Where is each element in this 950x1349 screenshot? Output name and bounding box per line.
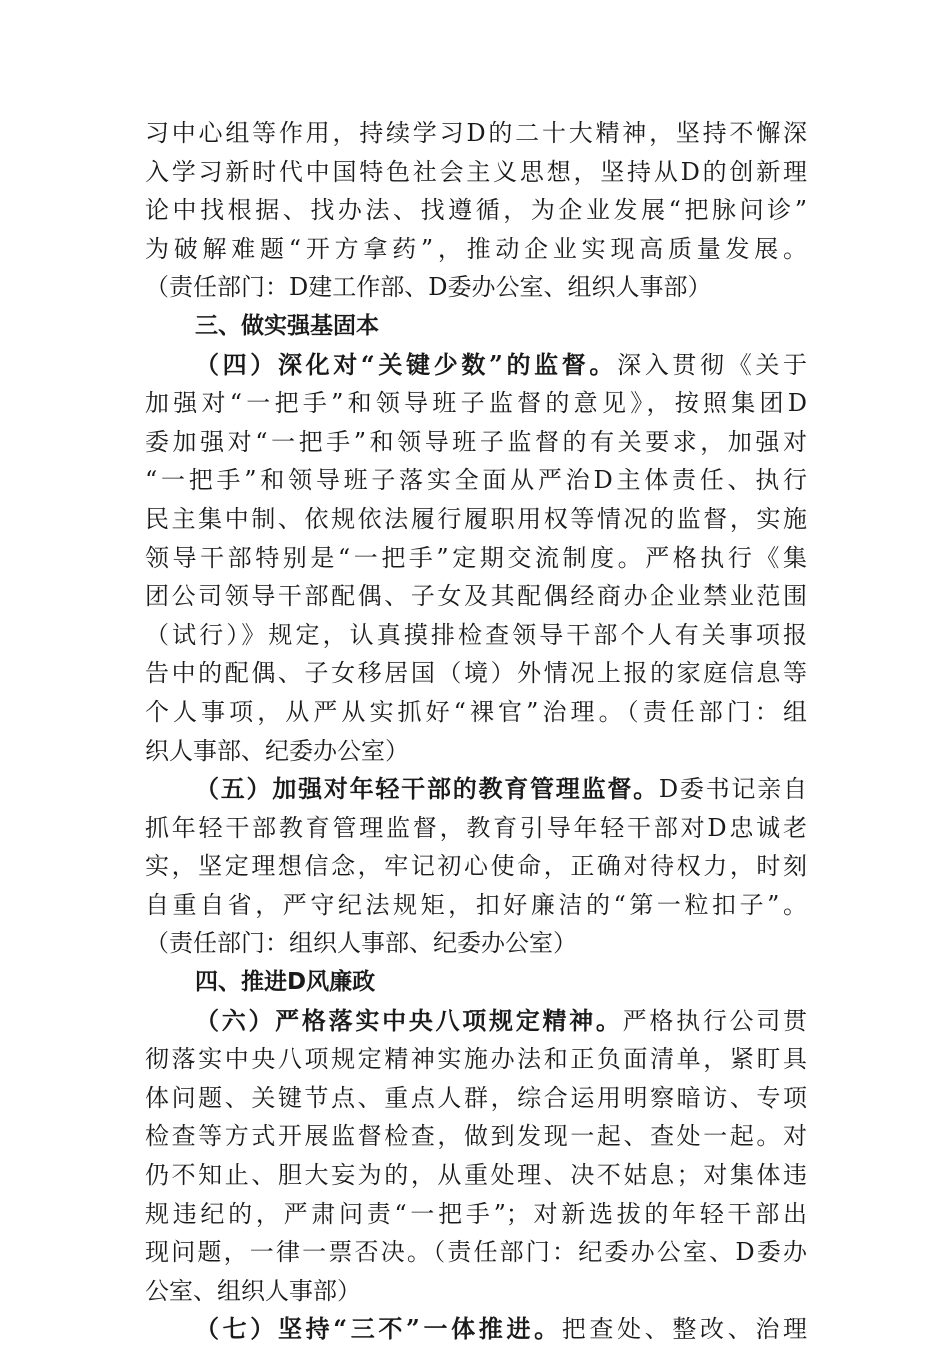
section-heading bbox=[145, 963, 807, 1002]
line-text: 体问题、关键节点、重点人群，综合运用明察暗访、专项 bbox=[145, 1083, 807, 1112]
paragraph-start bbox=[145, 346, 807, 385]
line-text: 公室、组织人事部） bbox=[145, 1276, 361, 1305]
text-line bbox=[145, 268, 807, 307]
line-text: 论中找根据、找办法、找遵循，为企业发展“把脉问诊” bbox=[145, 196, 807, 225]
text-line bbox=[145, 423, 807, 462]
text-line bbox=[145, 230, 807, 269]
line-text: 民主集中制、依规依法履行履职用权等情况的监督，实施 bbox=[145, 504, 807, 533]
text-line bbox=[145, 1156, 807, 1195]
line-text: 织人事部、纪委办公室） bbox=[145, 736, 409, 765]
line-text: “一把手”和领导班子落实全面从严治D主体责任、执行 bbox=[145, 466, 807, 495]
text-line bbox=[145, 654, 807, 693]
line-text: 告中的配偶、子女移居国（境）外情况上报的家庭信息等 bbox=[145, 659, 807, 688]
line-text: 团公司领导干部配偶、子女及其配偶经商办企业禁业范围 bbox=[145, 582, 807, 611]
text-line bbox=[145, 1233, 807, 1272]
paragraph-start bbox=[145, 1002, 807, 1041]
heading-text: 四、推进D风廉政 bbox=[195, 969, 376, 996]
text-line bbox=[145, 616, 807, 655]
paragraph-start bbox=[145, 1310, 807, 1349]
text-line bbox=[145, 500, 807, 539]
line-text: 抓年轻干部教育管理监督，教育引导年轻干部对D忠诚老 bbox=[145, 813, 807, 842]
item-title: （六）严格落实中央八项规定精神。 bbox=[195, 1005, 623, 1035]
text-line bbox=[145, 693, 807, 732]
text-line bbox=[145, 461, 807, 500]
text-line bbox=[145, 114, 807, 153]
text-line bbox=[145, 577, 807, 616]
text-line bbox=[145, 153, 807, 192]
line-text: （试行）》规定，认真摸排检查领导干部个人有关事项报 bbox=[145, 620, 807, 649]
text-line bbox=[145, 732, 807, 771]
line-text: 深入贯彻《关于 bbox=[617, 350, 808, 379]
line-text: 规违纪的，严肃问责“一把手”；对新选拔的年轻干部出 bbox=[145, 1199, 807, 1228]
line-text: 习中心组等作用，持续学习D的二十大精神，坚持不懈深 bbox=[145, 119, 807, 147]
heading-text: 三、做实强基固本 bbox=[195, 312, 379, 339]
line-text: 检查等方式开展监督检查，做到发现一起、查处一起。对 bbox=[145, 1122, 807, 1151]
line-text: 个人事项，从严从实抓好“裸官”治理。（责任部门：组 bbox=[145, 697, 807, 726]
text-line bbox=[145, 847, 807, 886]
text-line bbox=[145, 1195, 807, 1234]
text-line bbox=[145, 886, 807, 925]
line-text: （责任部门：组织人事部、纪委办公室） bbox=[145, 929, 577, 958]
item-title: （四）深化对“关键少数”的监督。 bbox=[195, 349, 618, 379]
section-heading bbox=[145, 307, 807, 346]
line-text: 加强对“一把手”和领导班子监督的意见》，按照集团D bbox=[145, 389, 807, 418]
text-line bbox=[145, 1079, 807, 1118]
line-text: 为破解难题“开方拿药”，推动企业实现高质量发展。 bbox=[145, 234, 807, 263]
document-page bbox=[145, 114, 807, 1349]
line-text: 自重自省，严守纪法规矩，扣好廉洁的“第一粒扣子”。 bbox=[145, 890, 807, 919]
line-text: 入学习新时代中国特色社会主义思想，坚持从D的创新理 bbox=[145, 157, 807, 186]
text-line bbox=[145, 1272, 807, 1311]
text-line bbox=[145, 539, 807, 578]
paragraph-start bbox=[145, 770, 807, 809]
line-text: 委加强对“一把手”和领导班子监督的有关要求，加强对 bbox=[145, 427, 807, 456]
item-title: （七）坚持“三不”一体推进。 bbox=[195, 1314, 562, 1344]
line-text: 彻落实中央八项规定精神实施办法和正负面清单，紧盯具 bbox=[145, 1045, 807, 1074]
text-line bbox=[145, 384, 807, 423]
text-line bbox=[145, 924, 807, 963]
line-text: 仍不知止、胆大妄为的，从重处理、决不姑息；对集体违 bbox=[145, 1161, 807, 1190]
line-text: （责任部门：D建工作部、D委办公室、组织人事部） bbox=[145, 273, 712, 302]
line-text: 现问题，一律一票否决。（责任部门：纪委办公室、D委办 bbox=[145, 1238, 807, 1267]
text-line bbox=[145, 191, 807, 230]
text-line bbox=[145, 1117, 807, 1156]
text-line bbox=[145, 1040, 807, 1079]
line-text: 把查处、整改、治理 bbox=[561, 1315, 808, 1344]
line-text: 领导干部特别是“一把手”定期交流制度。严格执行《集 bbox=[145, 543, 807, 572]
item-title: （五）加强对年轻干部的教育管理监督。 bbox=[195, 774, 659, 804]
line-text: 严格执行公司贯 bbox=[622, 1006, 808, 1035]
text-line bbox=[145, 809, 807, 848]
line-text: 实，坚定理想信念，牢记初心使命，正确对待权力，时刻 bbox=[145, 852, 807, 881]
line-text: D委书记亲自 bbox=[658, 775, 807, 804]
